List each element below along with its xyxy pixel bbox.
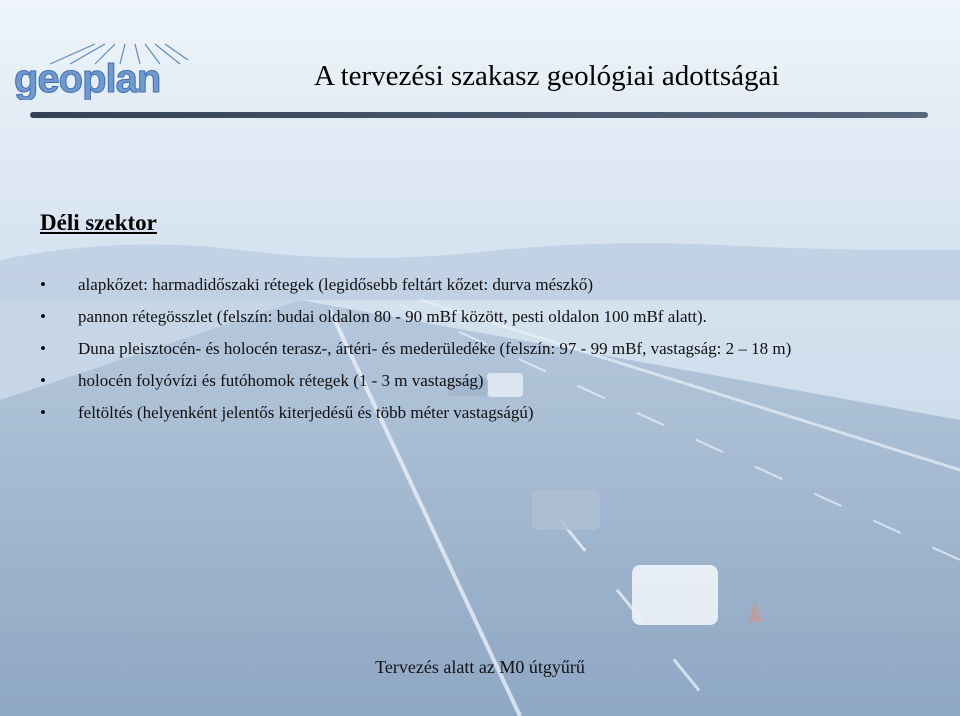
bullet-list (40, 274, 930, 434)
geoplan-logo (10, 40, 190, 100)
title-divider (30, 108, 928, 122)
bullet-icon: • (40, 275, 46, 294)
bullet-icon: • (40, 307, 46, 326)
list-item (40, 274, 930, 295)
bullet-text: Duna pleisztocén- és holocén terasz-, ártéri- és mederüledéke (felszín: 97 - 99 mBf, vastagság: 2 – 18 m) (78, 339, 792, 358)
bullet-text: alapkőzet: harmadidőszaki rétegek (legidősebb feltárt kőzet: durva mészkő) (78, 275, 593, 294)
list-item (40, 402, 930, 423)
list-item (40, 370, 930, 391)
slide-footer: Tervezés alatt az M0 útgyűrű (375, 657, 585, 677)
section-heading: Déli szektor (40, 210, 157, 235)
svg-text:geoplan: geoplan (14, 57, 161, 100)
bullet-icon: • (40, 371, 46, 390)
bullet-text: pannon rétegösszlet (felszín: budai oldalon 80 - 90 mBf között, pesti oldalon 100 mBf alatt). (78, 307, 707, 326)
bullet-icon: • (40, 339, 46, 358)
slide-title: A tervezési szakasz geológiai adottságai (314, 60, 780, 92)
list-item (40, 338, 930, 359)
bullet-icon: • (40, 403, 46, 422)
bullet-text: holocén folyóvízi és futóhomok rétegek (1 - 3 m vastagság) (78, 371, 484, 390)
list-item (40, 306, 930, 327)
bullet-text: feltöltés (helyenként jelentős kiterjedésű és több méter vastagságú) (78, 403, 534, 422)
